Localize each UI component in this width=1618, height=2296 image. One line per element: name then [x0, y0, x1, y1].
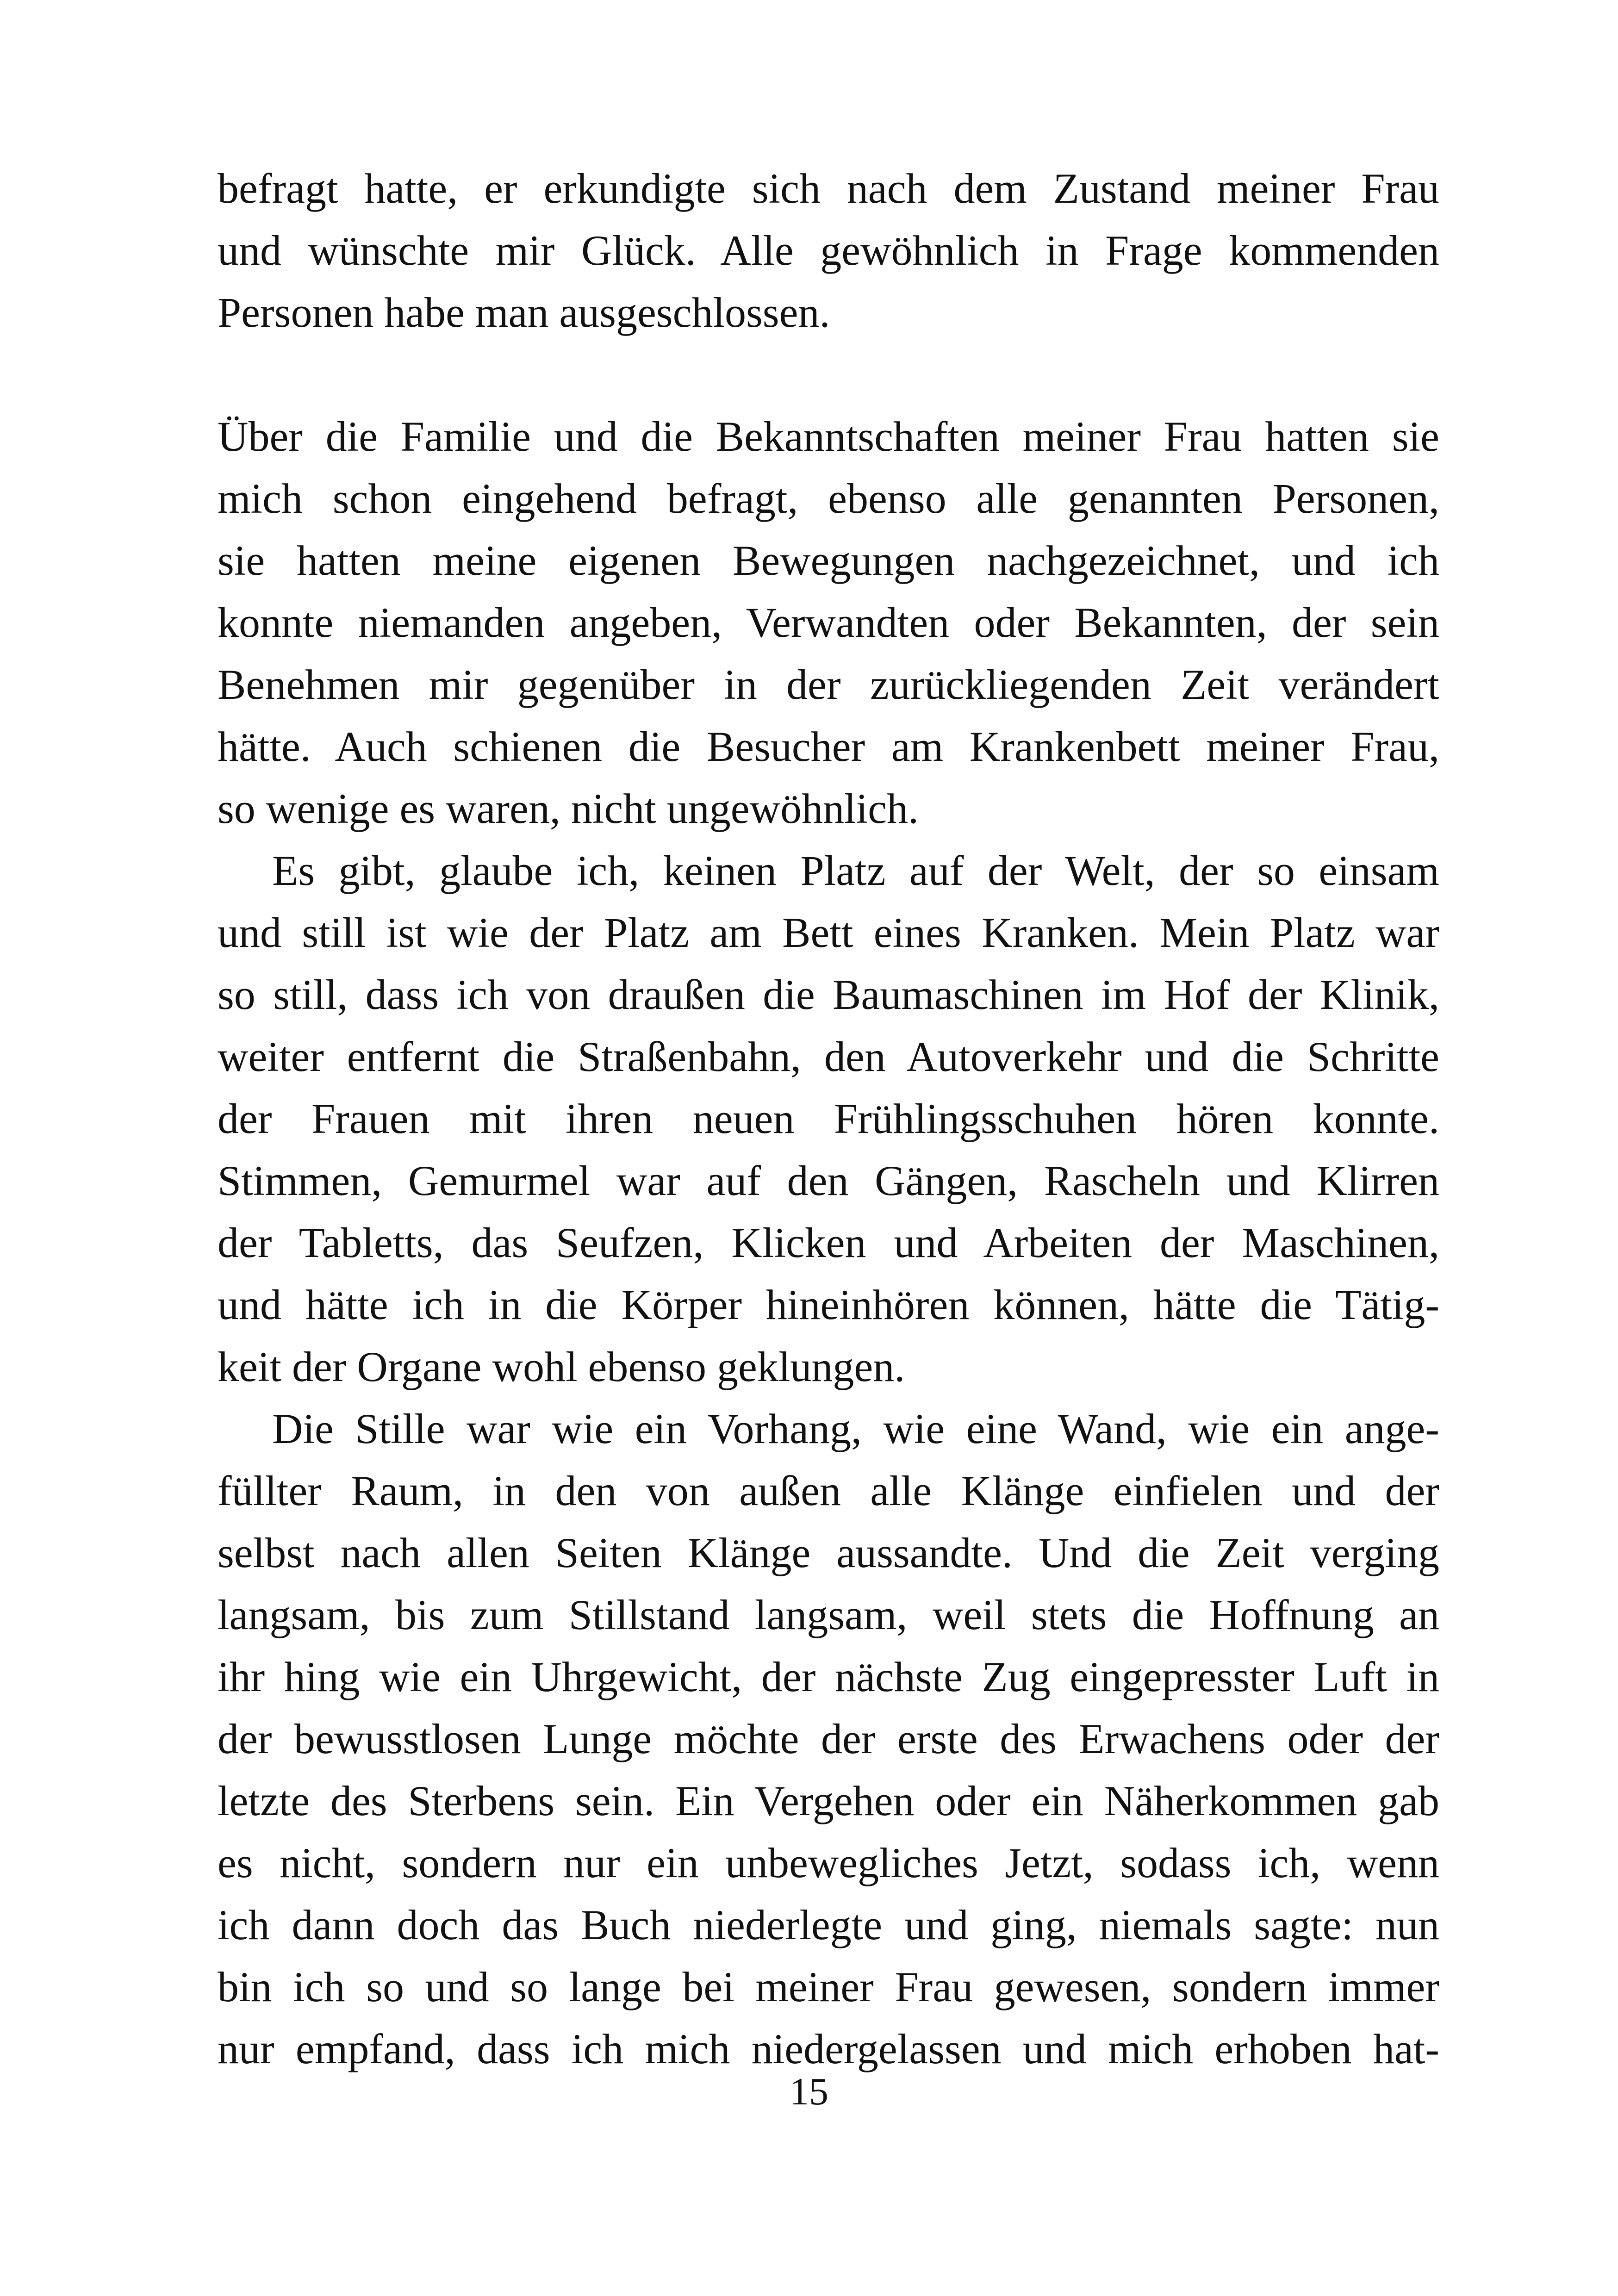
- text-line: und wünschte mir Glück. Alle gewöhnlich in Frage kommenden: [218, 227, 1439, 274]
- text-line: ich dann doch das Buch niederlegte und ging, niemals sagte: nun: [218, 1901, 1439, 1948]
- text-line: bin ich so und so lange bei meiner Frau gewesen, sondern immer: [218, 1963, 1439, 2010]
- text-line: sie hatten meine eigenen Bewegungen nachgezeichnet, und ich: [218, 537, 1439, 584]
- text-line: nur empfand, dass ich mich niedergelassen und mich erhoben hat-: [218, 2025, 1439, 2072]
- text-line: füllter Raum, in den von außen alle Klänge einfielen und der: [218, 1467, 1439, 1514]
- text-line: befragt hatte, er erkundigte sich nach dem Zustand meiner Frau: [218, 165, 1439, 212]
- text-line: keit der Organe wohl ebenso geklungen.: [218, 1343, 905, 1390]
- body-text: [218, 157, 1439, 2080]
- text-line: und still ist wie der Platz am Bett eines Kranken. Mein Platz war: [218, 909, 1439, 956]
- text-line: der Frauen mit ihren neuen Frühlingsschuhen hören konnte.: [218, 1095, 1439, 1142]
- text-line: langsam, bis zum Stillstand langsam, weil stets die Hoffnung an: [218, 1591, 1439, 1638]
- text-line: selbst nach allen Seiten Klänge aussandte. Und die Zeit verging: [218, 1529, 1439, 1576]
- text-line: der bewusstlosen Lunge möchte der erste des Erwachens oder der: [218, 1715, 1439, 1762]
- text-line: mich schon eingehend befragt, ebenso alle genannten Personen,: [218, 475, 1439, 522]
- text-line: Über die Familie und die Bekanntschaften meiner Frau hatten sie: [218, 413, 1439, 460]
- text-line: Stimmen, Gemurmel war auf den Gängen, Rascheln und Klirren: [218, 1157, 1439, 1204]
- text-line: ihr hing wie ein Uhrgewicht, der nächste Zug eingepresster Luft in: [218, 1653, 1439, 1700]
- text-line: so still, dass ich von draußen die Baumaschinen im Hof der Klinik,: [218, 971, 1439, 1018]
- text-line: so wenige es waren, nicht ungewöhnlich.: [218, 785, 919, 832]
- text-line: letzte des Sterbens sein. Ein Vergehen oder ein Näherkommen gab: [218, 1777, 1439, 1824]
- text-line: Benehmen mir gegenüber in der zurückliegenden Zeit verändert: [218, 661, 1439, 708]
- text-line: weiter entfernt die Straßenbahn, den Autoverkehr und die Schritte: [218, 1033, 1439, 1080]
- text-line: Die Stille war wie ein Vorhang, wie eine Wand, wie ein ange-: [272, 1405, 1439, 1452]
- text-line: der Tabletts, das Seufzen, Klicken und Arbeiten der Maschinen,: [218, 1219, 1439, 1266]
- text-line: und hätte ich in die Körper hineinhören können, hätte die Tätig-: [218, 1281, 1439, 1328]
- paragraph-2: [218, 405, 1439, 840]
- text-line: es nicht, sondern nur ein unbewegliches Jetzt, sodass ich, wenn: [218, 1839, 1439, 1886]
- text-line: konnte niemanden angeben, Verwandten oder Bekannten, der sein: [218, 599, 1439, 646]
- page-number: 15: [790, 2070, 828, 2113]
- text-line: hätte. Auch schienen die Besucher am Krankenbett meiner Frau,: [218, 723, 1439, 770]
- text-line: Personen habe man ausgeschlossen.: [218, 289, 830, 336]
- paragraph-1: [218, 157, 1439, 343]
- paragraph-3: [218, 840, 1439, 1398]
- paragraph-4: [218, 1398, 1439, 2080]
- text-line: Es gibt, glaube ich, keinen Platz auf der Welt, der so einsam: [272, 847, 1439, 894]
